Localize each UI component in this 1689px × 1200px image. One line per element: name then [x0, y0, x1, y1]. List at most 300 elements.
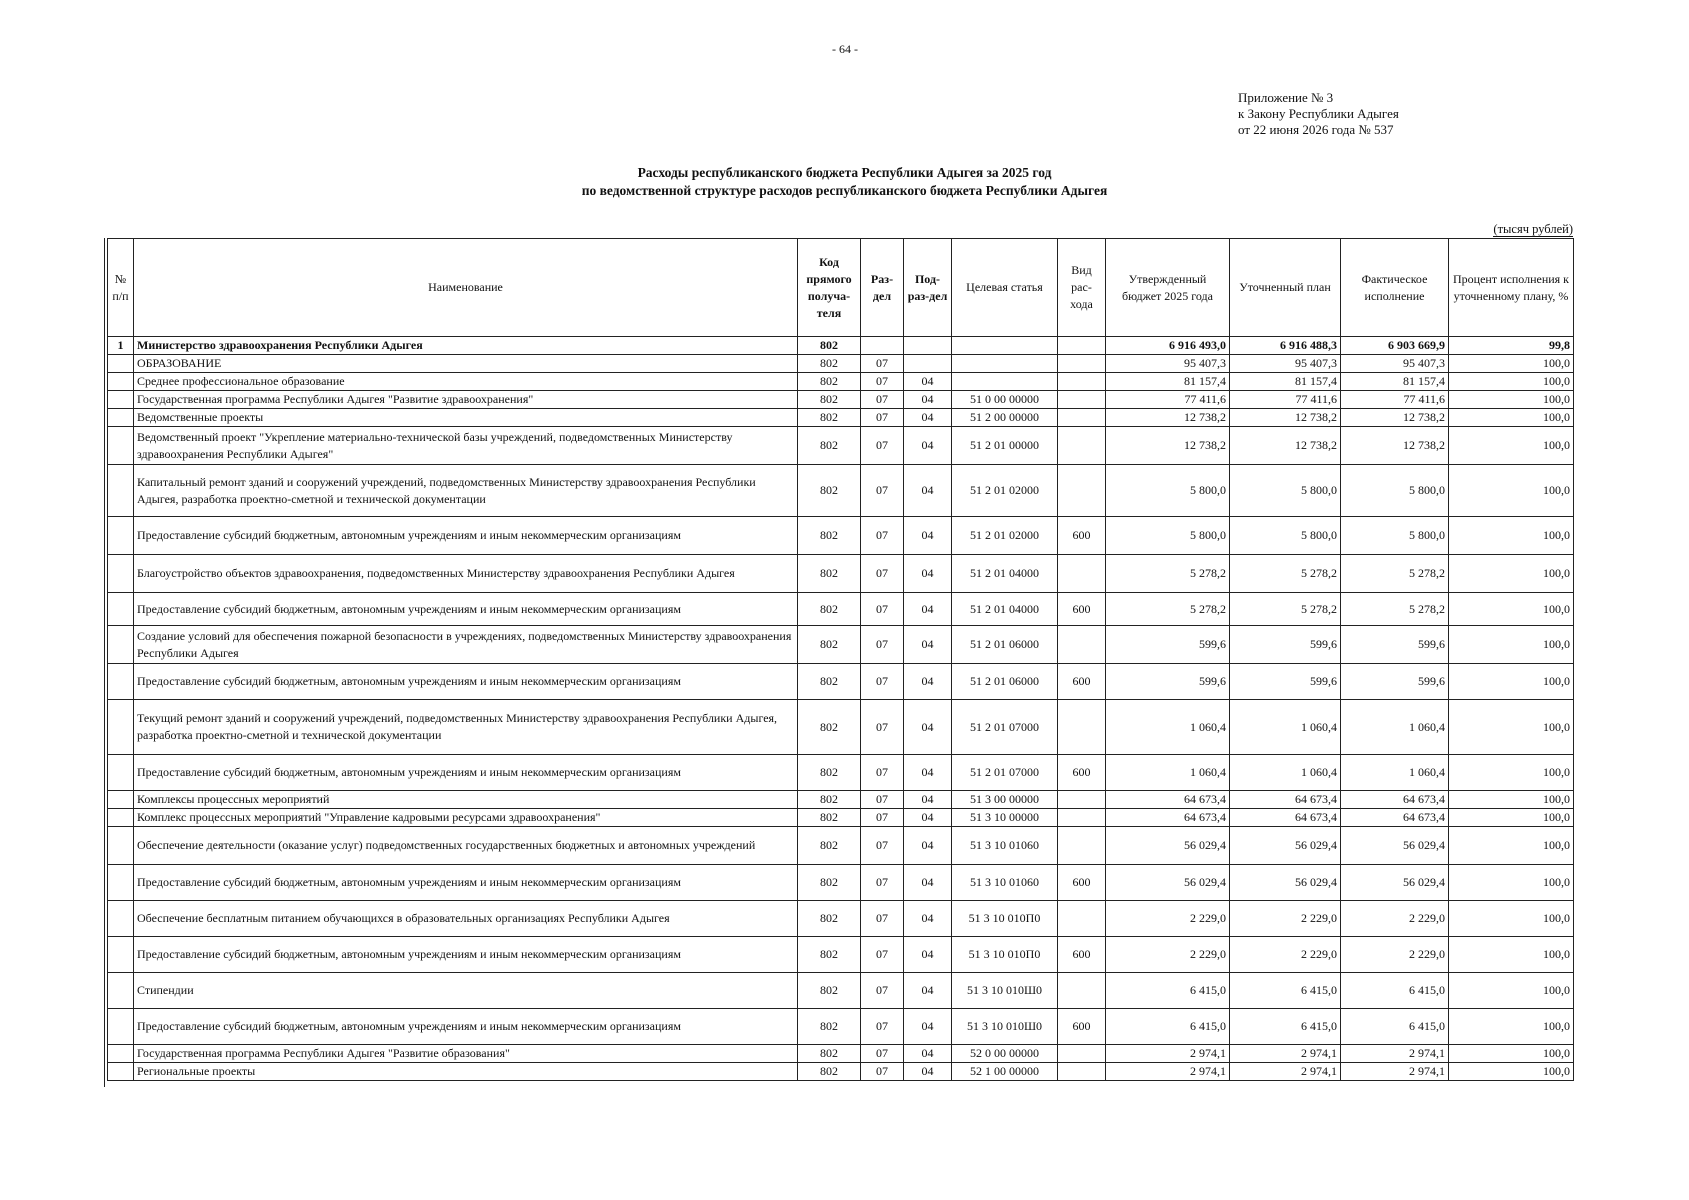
- row-num: [108, 865, 134, 901]
- row-approved: 5 278,2: [1106, 555, 1230, 593]
- row-name: Государственная программа Республики Адыгея "Развитие образования": [134, 1045, 798, 1063]
- row-plan: 1 060,4: [1230, 700, 1341, 755]
- appendix-note: [1238, 90, 1399, 138]
- row-razdel: 07: [861, 593, 904, 626]
- table-row: [108, 700, 1574, 755]
- row-target: 51 2 01 06000: [952, 626, 1058, 664]
- row-percent: 100,0: [1449, 827, 1574, 865]
- row-razdel: 07: [861, 827, 904, 865]
- row-code: 802: [798, 937, 861, 973]
- row-approved: 2 229,0: [1106, 937, 1230, 973]
- header-approved: Утвержденный бюджет 2025 года: [1106, 239, 1230, 337]
- row-code: 802: [798, 373, 861, 391]
- row-vid: [1058, 901, 1106, 937]
- header-podrazdel: Под-раз-дел: [904, 239, 952, 337]
- row-actual: 5 800,0: [1341, 517, 1449, 555]
- row-percent: 100,0: [1449, 809, 1574, 827]
- row-target: 51 3 10 010Ш0: [952, 973, 1058, 1009]
- row-target: 51 3 10 01060: [952, 865, 1058, 901]
- row-actual: 81 157,4: [1341, 373, 1449, 391]
- units-text: (тысяч рублей): [1493, 222, 1573, 236]
- row-actual: 599,6: [1341, 664, 1449, 700]
- row-actual: 2 974,1: [1341, 1063, 1449, 1081]
- row-vid: [1058, 337, 1106, 355]
- row-podrazdel: [904, 337, 952, 355]
- row-actual: 64 673,4: [1341, 791, 1449, 809]
- row-podrazdel: 04: [904, 755, 952, 791]
- row-razdel: 07: [861, 391, 904, 409]
- row-num: [108, 391, 134, 409]
- outer-left-border: [104, 238, 105, 1087]
- header-target: Целевая статья: [952, 239, 1058, 337]
- row-num: [108, 1063, 134, 1081]
- row-name: Государственная программа Республики Адыгея "Развитие здравоохранения": [134, 391, 798, 409]
- row-podrazdel: 04: [904, 809, 952, 827]
- row-plan: 95 407,3: [1230, 355, 1341, 373]
- row-percent: 100,0: [1449, 555, 1574, 593]
- row-percent: 100,0: [1449, 700, 1574, 755]
- row-razdel: [861, 337, 904, 355]
- row-name: Благоустройство объектов здравоохранения, подведомственных Министерству здравоохранения Республики Адыгея: [134, 555, 798, 593]
- table-row: [108, 626, 1574, 664]
- row-podrazdel: [904, 355, 952, 373]
- appendix-line-2: к Закону Республики Адыгея: [1238, 106, 1399, 121]
- row-podrazdel: 04: [904, 791, 952, 809]
- table-row: [108, 555, 1574, 593]
- row-name: Предоставление субсидий бюджетным, автономным учреждениям и иным некоммерческим организациям: [134, 937, 798, 973]
- row-plan: 599,6: [1230, 664, 1341, 700]
- row-code: 802: [798, 1009, 861, 1045]
- row-plan: 5 278,2: [1230, 555, 1341, 593]
- row-approved: 6 916 493,0: [1106, 337, 1230, 355]
- header-num: № п/п: [108, 239, 134, 337]
- row-podrazdel: 04: [904, 391, 952, 409]
- row-actual: 5 278,2: [1341, 593, 1449, 626]
- header-code: Код прямого получа-теля: [798, 239, 861, 337]
- row-code: 802: [798, 517, 861, 555]
- row-plan: 6 916 488,3: [1230, 337, 1341, 355]
- row-num: [108, 809, 134, 827]
- row-razdel: 07: [861, 809, 904, 827]
- row-name: Предоставление субсидий бюджетным, автономным учреждениям и иным некоммерческим организациям: [134, 865, 798, 901]
- row-podrazdel: 04: [904, 700, 952, 755]
- row-num: [108, 465, 134, 517]
- row-num: [108, 973, 134, 1009]
- table-row: [108, 791, 1574, 809]
- row-approved: 12 738,2: [1106, 427, 1230, 465]
- row-percent: 100,0: [1449, 626, 1574, 664]
- row-razdel: 07: [861, 555, 904, 593]
- row-code: 802: [798, 827, 861, 865]
- row-actual: 77 411,6: [1341, 391, 1449, 409]
- header-percent: Процент исполнения к уточненному плану, %: [1449, 239, 1574, 337]
- row-percent: 100,0: [1449, 373, 1574, 391]
- row-plan: 6 415,0: [1230, 1009, 1341, 1045]
- header-vid: Вид рас-хода: [1058, 239, 1106, 337]
- table-row: [108, 664, 1574, 700]
- row-podrazdel: 04: [904, 593, 952, 626]
- row-podrazdel: 04: [904, 373, 952, 391]
- row-code: 802: [798, 593, 861, 626]
- row-razdel: 07: [861, 755, 904, 791]
- table-row: [108, 391, 1574, 409]
- row-plan: 2 974,1: [1230, 1063, 1341, 1081]
- row-podrazdel: 04: [904, 664, 952, 700]
- row-target: 52 1 00 00000: [952, 1063, 1058, 1081]
- row-plan: 64 673,4: [1230, 809, 1341, 827]
- row-razdel: 07: [861, 355, 904, 373]
- row-percent: 100,0: [1449, 755, 1574, 791]
- page-number: - 64 -: [832, 42, 858, 56]
- row-podrazdel: 04: [904, 409, 952, 427]
- row-razdel: 07: [861, 1045, 904, 1063]
- row-num: [108, 901, 134, 937]
- row-percent: 100,0: [1449, 391, 1574, 409]
- row-actual: 6 903 669,9: [1341, 337, 1449, 355]
- row-approved: 5 800,0: [1106, 517, 1230, 555]
- row-name: Создание условий для обеспечения пожарной безопасности в учреждениях, подведомственных Министерству здравоохранения Республики Адыгея: [134, 626, 798, 664]
- row-target: 51 2 01 00000: [952, 427, 1058, 465]
- row-vid: [1058, 391, 1106, 409]
- row-plan: 5 800,0: [1230, 465, 1341, 517]
- row-approved: 5 800,0: [1106, 465, 1230, 517]
- row-razdel: 07: [861, 465, 904, 517]
- row-code: 802: [798, 555, 861, 593]
- row-name: Ведомственный проект "Укрепление материально-технической базы учреждений, подведомственных Министерству здравоохранения Республики Адыгея": [134, 427, 798, 465]
- row-plan: 12 738,2: [1230, 427, 1341, 465]
- row-percent: 100,0: [1449, 791, 1574, 809]
- table-row: [108, 1063, 1574, 1081]
- row-name: Предоставление субсидий бюджетным, автономным учреждениям и иным некоммерческим организациям: [134, 664, 798, 700]
- row-code: 802: [798, 865, 861, 901]
- row-num: [108, 664, 134, 700]
- row-approved: 599,6: [1106, 626, 1230, 664]
- row-approved: 2 974,1: [1106, 1045, 1230, 1063]
- row-percent: 100,0: [1449, 427, 1574, 465]
- table-body: [108, 337, 1574, 1081]
- row-percent: 100,0: [1449, 517, 1574, 555]
- row-target: 51 2 01 04000: [952, 555, 1058, 593]
- row-name: Комплекс процессных мероприятий "Управление кадровыми ресурсами здравоохранения": [134, 809, 798, 827]
- table-row: [108, 465, 1574, 517]
- table-row: [108, 901, 1574, 937]
- row-vid: [1058, 1045, 1106, 1063]
- row-vid: [1058, 465, 1106, 517]
- row-percent: 100,0: [1449, 355, 1574, 373]
- row-podrazdel: 04: [904, 901, 952, 937]
- table-row: [108, 409, 1574, 427]
- row-approved: 6 415,0: [1106, 973, 1230, 1009]
- row-target: 51 3 00 00000: [952, 791, 1058, 809]
- row-podrazdel: 04: [904, 973, 952, 1009]
- appendix-line-1: Приложение № 3: [1238, 90, 1334, 105]
- row-actual: 64 673,4: [1341, 809, 1449, 827]
- row-actual: 6 415,0: [1341, 973, 1449, 1009]
- row-actual: 56 029,4: [1341, 827, 1449, 865]
- row-razdel: 07: [861, 626, 904, 664]
- row-plan: 5 800,0: [1230, 517, 1341, 555]
- row-plan: 64 673,4: [1230, 791, 1341, 809]
- row-code: 802: [798, 901, 861, 937]
- row-plan: 2 229,0: [1230, 901, 1341, 937]
- document-subtitle: по ведомственной структуре расходов республиканского бюджета Республики Адыгея: [581, 183, 1108, 198]
- table-row: [108, 827, 1574, 865]
- row-code: 802: [798, 465, 861, 517]
- row-actual: 2 229,0: [1341, 937, 1449, 973]
- row-code: 802: [798, 355, 861, 373]
- row-razdel: 07: [861, 409, 904, 427]
- row-razdel: 07: [861, 1063, 904, 1081]
- row-percent: 100,0: [1449, 1063, 1574, 1081]
- row-actual: 2 974,1: [1341, 1045, 1449, 1063]
- row-name: Предоставление субсидий бюджетным, автономным учреждениям и иным некоммерческим организациям: [134, 1009, 798, 1045]
- row-plan: 2 229,0: [1230, 937, 1341, 973]
- row-percent: 100,0: [1449, 465, 1574, 517]
- table-row: [108, 593, 1574, 626]
- row-target: 51 3 10 010П0: [952, 901, 1058, 937]
- row-razdel: 07: [861, 865, 904, 901]
- table-row: [108, 937, 1574, 973]
- appendix-line-3: от 22 июня 2026 года № 537: [1238, 122, 1394, 137]
- row-code: 802: [798, 427, 861, 465]
- row-name: Текущий ремонт зданий и сооружений учреждений, подведомственных Министерству здравоохранения Республики Адыгея, разработка проектно-сметной и технической документации: [134, 700, 798, 755]
- row-num: [108, 593, 134, 626]
- row-vid: [1058, 791, 1106, 809]
- row-num: [108, 517, 134, 555]
- row-podrazdel: 04: [904, 827, 952, 865]
- row-target: [952, 337, 1058, 355]
- row-name: Ведомственные проекты: [134, 409, 798, 427]
- row-code: 802: [798, 626, 861, 664]
- row-approved: 599,6: [1106, 664, 1230, 700]
- header-name: Наименование: [134, 239, 798, 337]
- table-row: [108, 337, 1574, 355]
- row-name: Предоставление субсидий бюджетным, автономным учреждениям и иным некоммерческим организациям: [134, 517, 798, 555]
- row-percent: 100,0: [1449, 865, 1574, 901]
- header-actual: Фактическое исполнение: [1341, 239, 1449, 337]
- row-percent: 100,0: [1449, 901, 1574, 937]
- row-vid: [1058, 373, 1106, 391]
- row-vid: 600: [1058, 865, 1106, 901]
- table-row: [108, 755, 1574, 791]
- row-target: 51 3 10 010Ш0: [952, 1009, 1058, 1045]
- row-name: Обеспечение деятельности (оказание услуг) подведомственных государственных бюджетных и автономных учреждений: [134, 827, 798, 865]
- row-razdel: 07: [861, 517, 904, 555]
- row-name: Среднее профессиональное образование: [134, 373, 798, 391]
- row-num: [108, 1009, 134, 1045]
- row-actual: 12 738,2: [1341, 409, 1449, 427]
- row-vid: 600: [1058, 755, 1106, 791]
- row-percent: 100,0: [1449, 1045, 1574, 1063]
- row-vid: [1058, 827, 1106, 865]
- row-plan: 77 411,6: [1230, 391, 1341, 409]
- row-actual: 1 060,4: [1341, 700, 1449, 755]
- row-vid: [1058, 1063, 1106, 1081]
- row-code: 802: [798, 337, 861, 355]
- row-num: [108, 373, 134, 391]
- row-num: [108, 355, 134, 373]
- row-target: 52 0 00 00000: [952, 1045, 1058, 1063]
- row-plan: 599,6: [1230, 626, 1341, 664]
- header-plan: Уточненный план: [1230, 239, 1341, 337]
- row-percent: 100,0: [1449, 1009, 1574, 1045]
- row-percent: 100,0: [1449, 973, 1574, 1009]
- row-podrazdel: 04: [904, 427, 952, 465]
- row-podrazdel: 04: [904, 555, 952, 593]
- row-razdel: 07: [861, 373, 904, 391]
- row-num: [108, 555, 134, 593]
- row-razdel: 07: [861, 901, 904, 937]
- row-plan: 56 029,4: [1230, 865, 1341, 901]
- row-actual: 56 029,4: [1341, 865, 1449, 901]
- row-podrazdel: 04: [904, 465, 952, 517]
- row-num: [108, 1045, 134, 1063]
- row-razdel: 07: [861, 700, 904, 755]
- row-percent: 100,0: [1449, 937, 1574, 973]
- row-plan: 5 278,2: [1230, 593, 1341, 626]
- row-vid: [1058, 555, 1106, 593]
- row-vid: [1058, 809, 1106, 827]
- row-plan: 6 415,0: [1230, 973, 1341, 1009]
- row-razdel: 07: [861, 937, 904, 973]
- document-title: Расходы республиканского бюджета Республики Адыгея за 2025 год: [637, 165, 1052, 180]
- row-target: 51 0 00 00000: [952, 391, 1058, 409]
- row-approved: 2 974,1: [1106, 1063, 1230, 1081]
- row-code: 802: [798, 700, 861, 755]
- table-row: [108, 427, 1574, 465]
- row-approved: 95 407,3: [1106, 355, 1230, 373]
- row-vid: [1058, 355, 1106, 373]
- row-code: 802: [798, 409, 861, 427]
- row-razdel: 07: [861, 664, 904, 700]
- row-target: 51 2 01 04000: [952, 593, 1058, 626]
- row-target: 51 2 01 07000: [952, 755, 1058, 791]
- row-vid: [1058, 427, 1106, 465]
- row-target: 51 2 01 02000: [952, 465, 1058, 517]
- row-podrazdel: 04: [904, 517, 952, 555]
- row-code: 802: [798, 664, 861, 700]
- row-target: 51 3 10 01060: [952, 827, 1058, 865]
- row-razdel: 07: [861, 1009, 904, 1045]
- row-approved: 5 278,2: [1106, 593, 1230, 626]
- row-plan: 12 738,2: [1230, 409, 1341, 427]
- row-name: Капитальный ремонт зданий и сооружений учреждений, подведомственных Министерству здравоохранения Республики Адыгея, разработка проектно-сметной и технической документации: [134, 465, 798, 517]
- row-vid: 600: [1058, 517, 1106, 555]
- row-target: 51 2 00 00000: [952, 409, 1058, 427]
- row-vid: 600: [1058, 664, 1106, 700]
- row-actual: 599,6: [1341, 626, 1449, 664]
- row-actual: 1 060,4: [1341, 755, 1449, 791]
- table-row: [108, 809, 1574, 827]
- row-code: 802: [798, 973, 861, 1009]
- row-num: [108, 827, 134, 865]
- row-code: 802: [798, 1063, 861, 1081]
- row-actual: 2 229,0: [1341, 901, 1449, 937]
- row-vid: 600: [1058, 1009, 1106, 1045]
- row-code: 802: [798, 391, 861, 409]
- row-num: [108, 937, 134, 973]
- row-target: [952, 373, 1058, 391]
- row-podrazdel: 04: [904, 865, 952, 901]
- table-row: [108, 355, 1574, 373]
- header-razdel: Раз-дел: [861, 239, 904, 337]
- row-name: ОБРАЗОВАНИЕ: [134, 355, 798, 373]
- row-plan: 81 157,4: [1230, 373, 1341, 391]
- row-razdel: 07: [861, 427, 904, 465]
- row-num: [108, 791, 134, 809]
- row-actual: 5 800,0: [1341, 465, 1449, 517]
- row-percent: 99,8: [1449, 337, 1574, 355]
- row-percent: 100,0: [1449, 593, 1574, 626]
- row-approved: 64 673,4: [1106, 809, 1230, 827]
- row-plan: 56 029,4: [1230, 827, 1341, 865]
- table-row: [108, 973, 1574, 1009]
- row-plan: 2 974,1: [1230, 1045, 1341, 1063]
- row-podrazdel: 04: [904, 1009, 952, 1045]
- row-approved: 1 060,4: [1106, 755, 1230, 791]
- row-num: [108, 626, 134, 664]
- row-actual: 6 415,0: [1341, 1009, 1449, 1045]
- row-num: 1: [108, 337, 134, 355]
- row-approved: 56 029,4: [1106, 827, 1230, 865]
- row-name: Региональные проекты: [134, 1063, 798, 1081]
- units-label: [1493, 222, 1573, 237]
- row-vid: 600: [1058, 937, 1106, 973]
- row-percent: 100,0: [1449, 664, 1574, 700]
- row-target: 51 2 01 07000: [952, 700, 1058, 755]
- row-approved: 12 738,2: [1106, 409, 1230, 427]
- row-approved: 81 157,4: [1106, 373, 1230, 391]
- row-num: [108, 700, 134, 755]
- row-podrazdel: 04: [904, 1045, 952, 1063]
- row-approved: 2 229,0: [1106, 901, 1230, 937]
- row-target: [952, 355, 1058, 373]
- row-podrazdel: 04: [904, 937, 952, 973]
- table-row: [108, 373, 1574, 391]
- row-code: 802: [798, 755, 861, 791]
- row-podrazdel: 04: [904, 626, 952, 664]
- row-name: Министерство здравоохранения Республики Адыгея: [134, 337, 798, 355]
- row-name: Стипендии: [134, 973, 798, 1009]
- row-vid: [1058, 409, 1106, 427]
- row-actual: 12 738,2: [1341, 427, 1449, 465]
- table-row: [108, 1045, 1574, 1063]
- row-name: Обеспечение бесплатным питанием обучающихся в образовательных организациях Республики Адыгея: [134, 901, 798, 937]
- row-vid: 600: [1058, 593, 1106, 626]
- row-razdel: 07: [861, 973, 904, 1009]
- expenditure-table: [107, 238, 1574, 1081]
- row-num: [108, 409, 134, 427]
- table-row: [108, 1009, 1574, 1045]
- row-podrazdel: 04: [904, 1063, 952, 1081]
- row-actual: 95 407,3: [1341, 355, 1449, 373]
- row-num: [108, 755, 134, 791]
- row-code: 802: [798, 1045, 861, 1063]
- row-name: Предоставление субсидий бюджетным, автономным учреждениям и иным некоммерческим организациям: [134, 755, 798, 791]
- row-percent: 100,0: [1449, 409, 1574, 427]
- row-approved: 77 411,6: [1106, 391, 1230, 409]
- row-target: 51 2 01 02000: [952, 517, 1058, 555]
- table-row: [108, 517, 1574, 555]
- row-name: Комплексы процессных мероприятий: [134, 791, 798, 809]
- row-code: 802: [798, 809, 861, 827]
- row-approved: 6 415,0: [1106, 1009, 1230, 1045]
- table-row: [108, 865, 1574, 901]
- row-name: Предоставление субсидий бюджетным, автономным учреждениям и иным некоммерческим организациям: [134, 593, 798, 626]
- row-vid: [1058, 626, 1106, 664]
- row-vid: [1058, 700, 1106, 755]
- row-plan: 1 060,4: [1230, 755, 1341, 791]
